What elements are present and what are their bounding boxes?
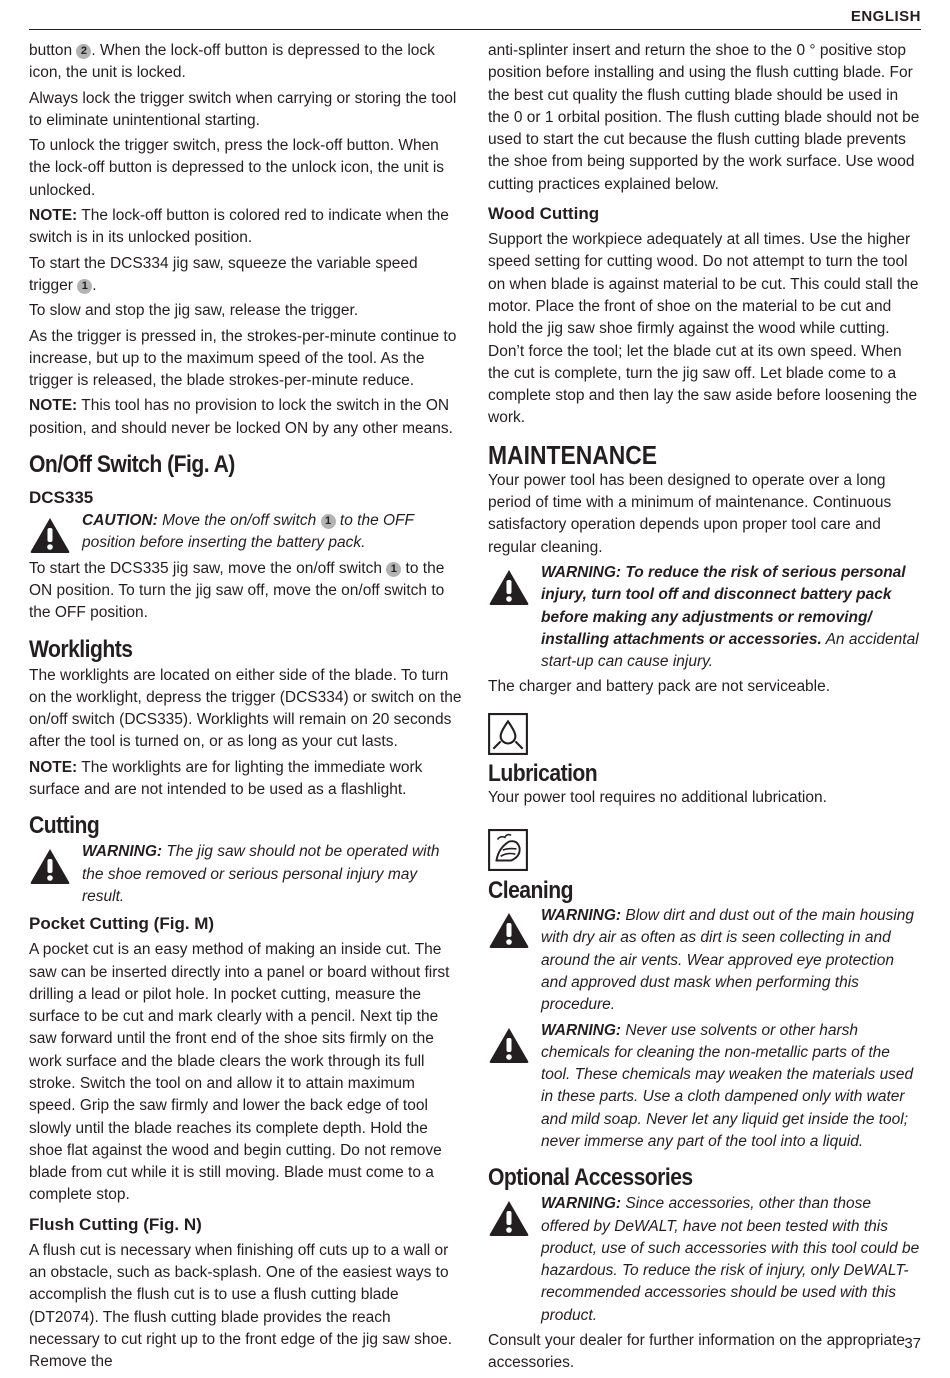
text: . When the lock-off button is depressed to the lock icon, the unit is locked. (29, 42, 435, 82)
section-heading: MAINTENANCE (488, 439, 658, 470)
paragraph: The worklights are located on either side of the blade. To turn on the worklight, depress the trigger (DCS334) or switch on the on/off switch (DCS335). Worklights will remain on 20 seconds after the tool is turned on, or as long as your cut lasts. (29, 666, 462, 751)
warning-triangle-icon (488, 1026, 530, 1064)
text: to the OFF position before inserting the battery pack. (82, 512, 414, 552)
warning-label: WARNING: To reduce the risk of serious personal injury, turn tool off and disconnect battery pack before making any adjustments or removing/ installing attachments or accessories. (541, 563, 906, 648)
subsection-heading: DCS335 (29, 488, 94, 508)
note (29, 757, 462, 802)
paragraph: As the trigger is pressed in, the strokes-per-minute continue to increase, but up to the maximum speed of the tool. As the trigger is released, the blade strokes-per-minute reduce. (29, 327, 457, 390)
text: . (92, 276, 97, 294)
warning-triangle-icon (488, 568, 530, 606)
paragraph: Support the workpiece adequately at all times. Use the higher speed setting for cutting wood. Do not attempt to turn the tool on when blade is against material to be cut. This could stall the motor. Place the front of shoe on the material to be cut and hold the jig saw shoe firmly against the wood while cutting. Don’t force the tool; let the blade cut at its own speed. When the cut is complete, turn the jig saw off. Let blade come to a complete stop and then lay the saw aside before loosening the work. (488, 231, 919, 427)
text: An accidental start-up can cause injury. (541, 630, 919, 671)
paragraph (29, 558, 462, 625)
text: to the ON position. To turn the jig saw off, move the on/off switch to the OFF position. (29, 559, 445, 622)
text: The jig saw should not be operated with the shoe removed or serious personal injury may result. (82, 843, 440, 905)
caution-label: CAUTION: (82, 512, 158, 530)
callout-badge: 2 (76, 44, 91, 59)
warning-triangle-icon (29, 516, 71, 554)
paragraph: Consult your dealer for further information on the appropriate accessories. (488, 1332, 906, 1372)
paragraph: To unlock the trigger switch, press the lock-off button. When the lock-off button is depressed to the unlock icon, the unit is unlocked. (29, 137, 445, 199)
page-number: 37 (904, 1335, 921, 1352)
paragraph (29, 40, 462, 85)
text: Blow dirt and dust out of the main housing with dry air as often as dirt is seen collecting in and around the air vents. Wear approved eye protection and approved dust mask when performing this procedure. (541, 907, 915, 1014)
warning-label: WARNING: (82, 843, 163, 861)
warning-block (488, 905, 922, 1016)
subsection-heading: Flush Cutting (Fig. N) (29, 1214, 202, 1234)
warning-block (29, 841, 462, 908)
section-heading: On/Off Switch (Fig. A) (29, 451, 235, 479)
note-text: The worklights are for lighting the immediate work surface and are not intended to be used as a flashlight. (29, 758, 423, 799)
paragraph (29, 253, 462, 298)
warning-triangle-icon (29, 847, 71, 885)
text: To start the DCS334 jig saw, squeeze the variable speed trigger (29, 254, 418, 294)
paragraph: A flush cut is necessary when finishing off cuts up to a wall or an obstacle, such as back-splash. One of the easiest ways to accomplish the flush cut is to use a flush cutting blade (DT2074). The flush cutting blade provides the reach necessary to cut right up to the front edge of the jig saw shoe. Remove the (29, 1241, 453, 1371)
paragraph: The charger and battery pack are not serviceable. (488, 678, 831, 696)
section-heading: Optional Accessories (488, 1164, 693, 1192)
warning-block (488, 1193, 922, 1327)
cleaning-hand-icon (488, 829, 528, 871)
callout-badge: 1 (321, 514, 336, 529)
paragraph: anti-splinter insert and return the shoe to the 0 ° positive stop position before installing and using the flush cutting blade. For the best cut quality the flush cutting blade should be used in the 0 or 1 orbital position. The flush cutting blade should not be used to start the cut because the flush cutting blade prevents the shoe from being supported by the work surface. Use wood cutting practices explained below. (488, 42, 920, 193)
note (29, 395, 462, 440)
text: button (29, 42, 73, 59)
callout-badge: 1 (77, 279, 92, 294)
note-text: This tool has no provision to lock the switch in the ON position, and should never be locked ON by any other means. (29, 397, 453, 437)
subsection-heading: Pocket Cutting (Fig. M) (29, 914, 215, 934)
warning-triangle-icon (488, 1199, 530, 1237)
section-heading: Cleaning (488, 877, 573, 905)
note-label: NOTE: (29, 207, 78, 225)
section-heading: Cutting (29, 812, 100, 840)
text: Since accessories, other than those offered by DeWALT, have not been tested with this product, use of such accessories with this tool could be hazardous. To reduce the risk of injury, only DeWALT-recommended accessories should be used with this product. (541, 1195, 920, 1324)
paragraph: Your power tool has been designed to operate over a long period of time with a minimum of maintenance. Continuous satisfactory operation depends upon proper tool care and regular cleaning. (488, 471, 892, 556)
right-column (488, 40, 922, 1378)
text: Move the on/off switch (157, 512, 321, 530)
paragraph: Always lock the trigger switch when carrying or storing the tool to eliminate unintentional starting. (29, 89, 457, 129)
header-language: ENGLISH (850, 8, 921, 25)
text: Never use solvents or other harsh chemicals for cleaning the non-metallic parts of the tool. These chemicals may weaken the materials used in these parts. Use a cloth dampened only with water and mild soap. Never let any liquid get inside the tool; never immerse any part of the tool into a liquid. (541, 1021, 914, 1150)
warning-label: WARNING: (541, 907, 622, 925)
section-heading: Lubrication (488, 759, 598, 787)
paragraph: Your power tool requires no additional lubrication. (488, 788, 827, 806)
section-heading: Worklights (29, 635, 133, 663)
note-label: NOTE: (29, 758, 78, 776)
subsection-heading: Wood Cutting (488, 204, 600, 224)
note (29, 205, 462, 250)
header-divider (29, 29, 921, 30)
note-label: NOTE: (29, 397, 78, 415)
warning-label: WARNING: (541, 1021, 622, 1039)
warning-label: WARNING: (541, 1195, 622, 1213)
text: To start the DCS335 jig saw, move the on/off switch (29, 559, 387, 577)
warning-block (488, 1020, 922, 1154)
paragraph: To slow and stop the jig saw, release the trigger. (29, 302, 359, 320)
warning-block (488, 562, 922, 673)
oil-drop-icon (488, 713, 528, 755)
left-column (29, 40, 462, 1377)
caution-block (29, 510, 462, 555)
paragraph: A pocket cut is an easy method of making an inside cut. The saw can be inserted directly into a panel or board without first drilling a lead or pilot hole. In pocket cutting, measure the surface to be cut and mark clearly with a pencil. Next tip the saw forward until the front end of the shoe sits firmly on the work surface and the blade clears the work through its full stroke. Switch the tool on and allow it to attain maximum speed. Grip the saw firmly and lower the back edge of tool slowly until the blade reaches its complete depth. Hold the shoe flat against the wood and begin cutting. Do not remove blade from cut while it is still moving. Blade must come to a complete stop. (29, 941, 450, 1204)
callout-badge: 1 (386, 562, 401, 577)
warning-triangle-icon (488, 911, 530, 949)
note-text: The lock-off button is colored red to indicate when the switch is in its unlocked position. (29, 207, 449, 247)
